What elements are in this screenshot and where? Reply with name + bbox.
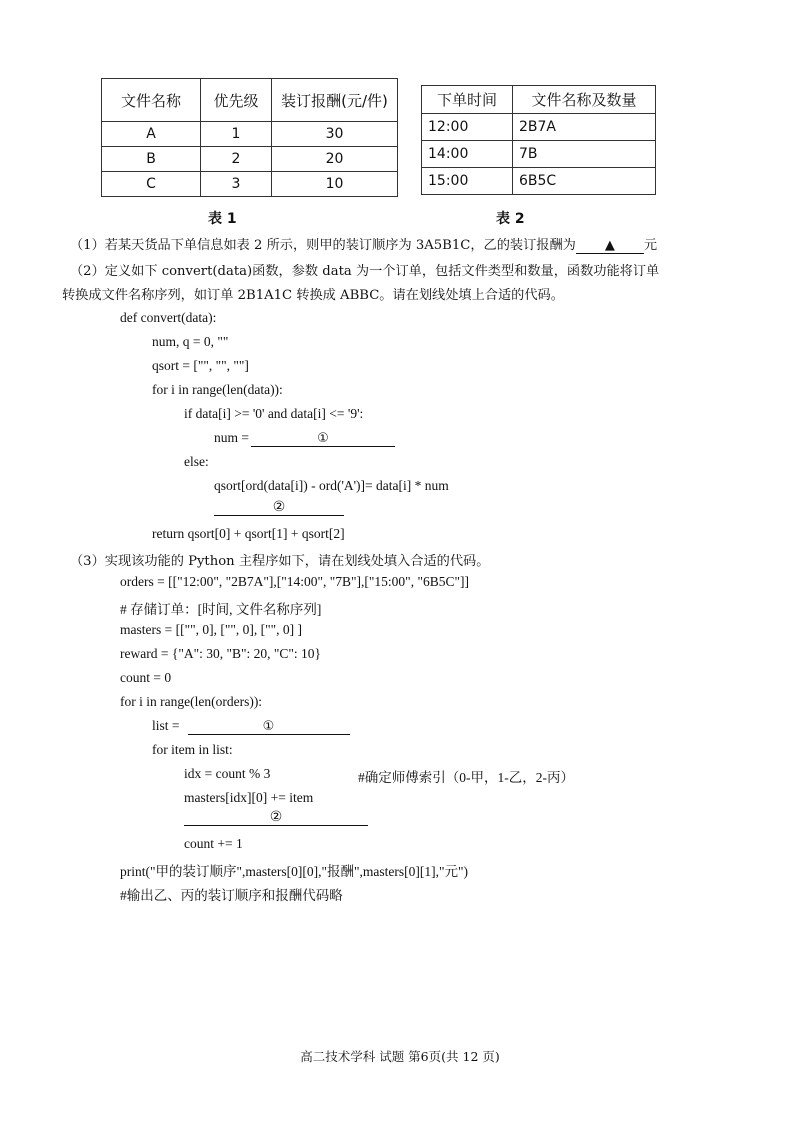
table-cell: 15:00 [422,168,513,195]
code-line: idx = count % 3 [184,766,271,781]
code-line: qsort[ord(data[i]) - ord('A')]= data[i] * num [214,478,449,493]
answer-blank [184,809,368,826]
code-line: count = 0 [120,670,172,685]
code-line: num, q = 0, "" [152,334,229,349]
table-cell: 7B [513,141,656,168]
code-line-with-blank [152,718,350,735]
table-2-header-row [422,86,656,114]
answer-blank [214,499,344,516]
code-line: reward = {"A": 30, "B": 20, "C": 10} [120,646,321,661]
code-line: qsort = ["", "", ""] [152,358,249,373]
table-row [422,168,656,195]
code-line: else: [184,454,209,469]
answer-blank [251,430,395,447]
code-line: masters = [["", 0], ["", 0], ["", 0] ] [120,622,303,637]
code-line: masters[idx][0] += item [184,790,314,805]
table-cell: 12:00 [422,114,513,141]
code-line: return qsort[0] + qsort[1] + qsort[2] [152,526,345,541]
question-3-intro: （3）实现该功能的 Python 主程序如下，请在划线处填入合适的代码。 [70,554,490,569]
table-cell: 6B5C [513,168,656,195]
code-line: orders = [["12:00", "2B7A"],["14:00", "7B"],["15:00", "6B5C"]] [120,574,469,589]
table-cell: C [102,172,201,197]
table-cell: 14:00 [422,141,513,168]
answer-blank [188,718,350,735]
table-cell: A [102,122,201,147]
code-comment: #确定师傅索引（0-甲，1-乙，2-丙） [358,770,574,785]
question-2-line-1: （2）定义如下 convert(data)函数，参数 data 为一个订单，包括文件类型和数量，函数功能将订单 [70,264,660,279]
table-2-caption: 表 2 [496,211,525,227]
code-text: num = [214,430,249,445]
question-1-text: （1）若某天货品下单信息如表 2 所示，则甲的装订顺序为 3A5B1C，乙的装订报酬为 [70,238,576,253]
question-1-unit: 元 [643,238,658,253]
table-1-header: 文件名称 [102,79,201,122]
question-1 [70,234,657,254]
code-line: for i in range(len(data)): [152,382,283,397]
code-line: if data[i] >= '0' and data[i] <= '9': [184,406,364,421]
table-cell: 2B7A [513,114,656,141]
table-cell: B [102,147,201,172]
code-text: list = [152,718,180,733]
answer-blank [576,238,644,254]
table-2-header: 文件名称及数量 [513,86,656,114]
table-cell: 20 [272,147,398,172]
table-2-header: 下单时间 [422,86,513,114]
question-2-line-2: 转换成文件名称序列，如订单 2B1A1C 转换成 ABBC。请在划线处填上合适的代码。 [62,288,564,303]
code-line: def convert(data): [120,310,217,325]
code-line-with-blank [214,430,395,447]
code-line: print("甲的装订顺序",masters[0][0],"报酬",masters[0][1],"元") [120,864,468,879]
code-comment: # 存储订单：[时间, 文件名称序列] [120,602,322,617]
table-row [422,114,656,141]
table-row [102,172,398,197]
table-cell: 1 [201,122,272,147]
table-1-header: 优先级 [201,79,272,122]
code-line: for i in range(len(orders)): [120,694,263,709]
table-cell: 2 [201,147,272,172]
blank-number: ① [262,719,275,734]
table-2 [421,85,656,195]
triangle-marker: ▲ [604,238,615,253]
table-1 [101,78,398,197]
table-cell: 3 [201,172,272,197]
table-1-header-row [102,79,398,122]
table-cell: 30 [272,122,398,147]
table-row [102,122,398,147]
blank-number: ① [317,431,329,446]
table-1-caption: 表 1 [208,211,237,227]
code-comment: #输出乙、丙的装订顺序和报酬代码略 [120,888,343,903]
table-row [102,147,398,172]
blank-number: ② [272,499,286,515]
table-1-header: 装订报酬(元/件) [272,79,398,122]
table-row [422,141,656,168]
code-line: for item in list: [152,742,233,757]
blank-number: ② [269,809,283,825]
page-footer: 高二技术学科 试题 第6页(共 12 页) [300,1049,500,1064]
code-line: count += 1 [184,836,243,851]
table-cell: 10 [272,172,398,197]
